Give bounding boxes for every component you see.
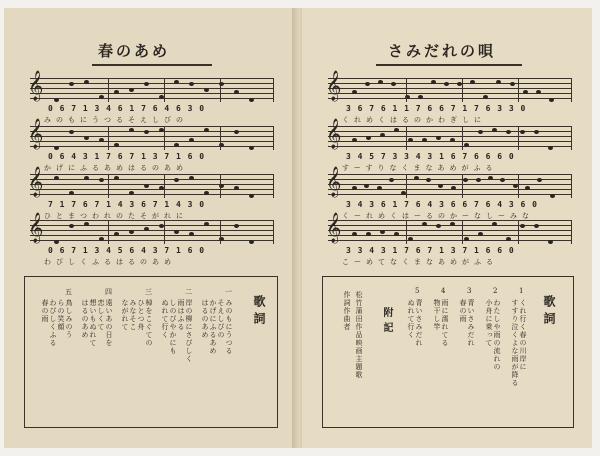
- left-page: [4, 8, 294, 448]
- right-note-line: 松竹蒲田作品映画主題歌: [355, 291, 363, 379]
- note-head: [204, 222, 209, 226]
- staff-line: [328, 240, 572, 241]
- verse-line: 物干し竿: [433, 299, 441, 331]
- barline: [273, 220, 274, 244]
- staff-lyrics: すーすりなくまなあめがふる: [342, 164, 498, 172]
- barline: [220, 78, 221, 102]
- staff-lyrics: くれめくはるのかわぎしに: [342, 116, 486, 124]
- note-head: [99, 178, 104, 182]
- staff-line: [30, 235, 274, 236]
- note-head: [436, 136, 441, 140]
- staff-line: [30, 141, 274, 142]
- staff-lyrics: かげにふるあめはるのあめ: [44, 164, 188, 172]
- barline: [164, 126, 165, 150]
- staff-lyrics: わびしくふるはるのあめ: [44, 258, 176, 266]
- note-head: [492, 222, 497, 226]
- note-head: [54, 240, 59, 244]
- treble-clef-icon: 𝄞: [326, 119, 342, 149]
- note-head: [510, 82, 515, 86]
- barline: [164, 174, 165, 198]
- verse-line: ぬれて行く: [161, 299, 169, 339]
- barline: [462, 220, 463, 244]
- barline: [108, 174, 109, 198]
- verse-line: しのびやかにも: [169, 299, 177, 355]
- note-head: [450, 222, 455, 226]
- right-page: [302, 8, 592, 448]
- note-head: [476, 178, 481, 182]
- note-head: [84, 176, 89, 180]
- verse-number: 3: [467, 287, 472, 295]
- note-head: [506, 130, 511, 134]
- staff-line: [328, 88, 572, 89]
- note-head: [174, 230, 179, 234]
- note-head: [84, 80, 89, 84]
- verse-number: 1: [519, 287, 524, 295]
- staff-line: [328, 136, 572, 137]
- staff-lyrics: こーめてなくまなあめがふる: [342, 258, 498, 266]
- note-head: [144, 227, 149, 231]
- note-head: [129, 88, 134, 92]
- note-head: [234, 130, 239, 134]
- barline: [164, 220, 165, 244]
- staff-line: [30, 146, 274, 147]
- note-head: [470, 80, 475, 84]
- note-head: [249, 194, 254, 198]
- note-head: [380, 133, 385, 137]
- note-head: [174, 80, 179, 84]
- note-head: [438, 184, 443, 188]
- numbered-notation: 3 4 3 6 1 7 6 4 3 6 6 7 6 4 3 6 0: [346, 200, 538, 209]
- barline: [164, 78, 165, 102]
- note-head: [488, 176, 493, 180]
- verse-line: ぬれて行く: [407, 299, 415, 339]
- note-head: [389, 178, 394, 182]
- numbered-notation: 3 3 4 3 1 7 6 7 1 3 7 1 6 6 0: [346, 246, 515, 255]
- note-head: [54, 98, 59, 102]
- note-head: [114, 176, 119, 180]
- note-head: [144, 82, 149, 86]
- verse-line: すすり泣くよな雨が降る: [511, 299, 519, 387]
- staff-line: [328, 230, 572, 231]
- verse-line: わたしや雨の流れの: [493, 299, 501, 371]
- note-head: [204, 88, 209, 92]
- note-head: [204, 128, 209, 132]
- verse-line: 春の雨: [459, 299, 467, 323]
- verse-line: みのもにうつる: [225, 299, 233, 355]
- music-staff: [326, 71, 572, 102]
- verse-line: 棹をこぐての: [145, 299, 153, 347]
- staff-line: [30, 88, 274, 89]
- left-lyrics-heading: 歌詞: [252, 295, 266, 329]
- staff-line: [30, 174, 274, 175]
- staff-line: [30, 240, 274, 241]
- verse-number: 4: [441, 287, 446, 295]
- barline: [571, 220, 572, 244]
- note-head: [129, 128, 134, 132]
- verse-number: 二: [185, 288, 192, 296]
- note-head: [520, 130, 525, 134]
- note-head: [189, 82, 194, 86]
- staff-line: [30, 98, 274, 99]
- barline: [571, 174, 572, 198]
- barline: [273, 78, 274, 102]
- numbered-notation: 0 6 7 1 3 4 5 6 4 3 7 1 6 0: [48, 246, 206, 255]
- verse-number: 5: [415, 287, 420, 295]
- barline: [273, 174, 274, 198]
- staff-line: [328, 146, 572, 147]
- barline: [571, 126, 572, 150]
- note-head: [249, 240, 254, 244]
- verse-line: 岸の柳にさびしく: [185, 299, 193, 363]
- staff-line: [328, 189, 572, 190]
- note-head: [391, 82, 396, 86]
- numbered-notation: 7 1 7 6 7 1 4 3 6 7 1 4 3 0: [48, 200, 206, 209]
- verse-line: ひとつ舟: [137, 299, 145, 331]
- verse-line: 小舟に乗って: [485, 299, 493, 347]
- note-head: [394, 128, 399, 132]
- verse-line: わびしくふる: [49, 299, 57, 347]
- barline: [406, 174, 407, 198]
- verse-line: 雨はふる: [177, 299, 185, 331]
- staff-line: [328, 98, 572, 99]
- staff-line: [30, 184, 274, 185]
- verse-number: 三: [145, 288, 152, 296]
- verse-line: 青いさみだれ: [415, 299, 423, 347]
- right-note-line: 作詞作曲者: [343, 291, 351, 331]
- barline: [571, 78, 572, 102]
- note-head: [189, 176, 194, 180]
- verse-line: 春の雨: [41, 299, 49, 323]
- note-head: [54, 146, 59, 150]
- barline: [518, 78, 519, 102]
- barline: [462, 126, 463, 150]
- verse-line: ながれて: [121, 299, 129, 331]
- staff-lyrics: くーれめくはーるのかーなしーみな: [342, 212, 534, 220]
- verse-line: 恋しくて: [97, 299, 105, 331]
- note-head: [523, 90, 528, 94]
- note-head: [426, 178, 431, 182]
- note-head: [249, 146, 254, 150]
- barline: [108, 220, 109, 244]
- right-lyrics-box: [322, 276, 574, 428]
- barline: [518, 174, 519, 198]
- note-head: [422, 222, 427, 226]
- treble-clef-icon: 𝄞: [326, 71, 342, 101]
- staff-line: [328, 174, 572, 175]
- verse-number: 2: [493, 287, 498, 295]
- note-head: [364, 184, 369, 188]
- verse-line: 雨に濡れてる: [441, 299, 449, 347]
- staff-line: [328, 93, 572, 94]
- staff-lyrics: みのもにうつるそえしびの: [44, 116, 188, 124]
- barline: [406, 126, 407, 150]
- staff-line: [30, 194, 274, 195]
- note-head: [69, 82, 74, 86]
- staff-line: [328, 179, 572, 180]
- staff-line: [30, 179, 274, 180]
- barline: [108, 126, 109, 150]
- note-head: [84, 136, 89, 140]
- music-staff: [28, 71, 274, 102]
- barline: [220, 126, 221, 150]
- note-head: [366, 136, 371, 140]
- note-head: [537, 178, 542, 182]
- right-note-heading: 附記: [381, 307, 392, 337]
- treble-clef-icon: 𝄞: [28, 213, 44, 243]
- staff-line: [30, 78, 274, 79]
- barline: [406, 78, 407, 102]
- barline: [108, 78, 109, 102]
- verse-line: かげにふるあめ: [209, 299, 217, 355]
- note-head: [463, 178, 468, 182]
- staff-line: [328, 126, 572, 127]
- staff-lyrics: ひとまつわれのたそがれに: [44, 212, 188, 220]
- note-head: [84, 222, 89, 226]
- note-head: [69, 224, 74, 228]
- barline: [462, 174, 463, 198]
- verse-line: はるのあめ: [81, 299, 89, 339]
- note-head: [144, 184, 149, 188]
- barline: [462, 78, 463, 102]
- staff-line: [328, 220, 572, 221]
- verse-line: 遠いあの日を: [105, 299, 113, 347]
- left-lyrics-box: [24, 276, 278, 428]
- verse-number: 四: [105, 288, 112, 296]
- left-song-title: 春のあめ: [98, 42, 171, 60]
- numbered-notation: 0 6 7 1 3 4 6 1 7 6 4 6 3 0: [48, 104, 206, 113]
- treble-clef-icon: 𝄞: [326, 167, 342, 197]
- note-head: [444, 82, 449, 86]
- verse-line: みなそこ: [129, 299, 137, 331]
- treble-clef-icon: 𝄞: [28, 71, 44, 101]
- staff-line: [30, 230, 274, 231]
- barline: [518, 126, 519, 150]
- note-head: [550, 194, 555, 198]
- note-head: [534, 130, 539, 134]
- staff-line: [30, 126, 274, 127]
- note-head: [380, 230, 385, 234]
- note-head: [534, 224, 539, 228]
- staff-line: [328, 78, 572, 79]
- staff-line: [328, 235, 572, 236]
- note-head: [431, 80, 436, 84]
- staff-line: [328, 194, 572, 195]
- verse-line: くれ行く春の川岸に: [519, 299, 527, 371]
- numbered-notation: 0 6 4 3 1 7 6 7 1 3 7 1 6 0: [48, 152, 206, 161]
- note-head: [478, 130, 483, 134]
- treble-clef-icon: 𝄞: [28, 167, 44, 197]
- staff-line: [30, 136, 274, 137]
- note-head: [536, 90, 541, 94]
- note-head: [549, 98, 554, 102]
- note-head: [174, 178, 179, 182]
- note-head: [513, 184, 518, 188]
- note-head: [548, 146, 553, 150]
- note-head: [365, 82, 370, 86]
- right-song-title: さみだれの唄: [388, 42, 497, 60]
- barline: [220, 220, 221, 244]
- note-head: [436, 224, 441, 228]
- verse-number: 五: [65, 288, 72, 296]
- barline: [406, 220, 407, 244]
- note-head: [249, 98, 254, 102]
- barline: [273, 126, 274, 150]
- left-title-underline: [92, 64, 212, 66]
- note-head: [234, 224, 239, 228]
- note-head: [378, 80, 383, 84]
- note-head: [144, 130, 149, 134]
- note-head: [377, 186, 382, 190]
- barline: [518, 220, 519, 244]
- verse-line: らの笑顔: [57, 299, 65, 331]
- verse-number: 一: [225, 288, 232, 296]
- note-head: [548, 240, 553, 244]
- note-head: [54, 176, 59, 180]
- note-head: [414, 176, 419, 180]
- treble-clef-icon: 𝄞: [28, 119, 44, 149]
- right-title-underline: [376, 64, 522, 66]
- numbered-notation: 3 6 7 6 1 1 7 6 6 7 1 7 6 3 3 0: [346, 104, 527, 113]
- barline: [220, 174, 221, 198]
- verse-line: 想いもぬれて: [89, 299, 97, 347]
- verse-line: そえしびの: [217, 299, 225, 339]
- staff-line: [30, 83, 274, 84]
- right-lyrics-heading: 歌詞: [542, 295, 556, 329]
- staff-line: [30, 220, 274, 221]
- verse-line: 鳥しみのう: [65, 299, 73, 339]
- note-head: [129, 230, 134, 234]
- note-head: [520, 224, 525, 228]
- note-head: [492, 128, 497, 132]
- verse-line: はるのあめ: [201, 299, 209, 339]
- verse-line: 青いさみだれ: [467, 299, 475, 347]
- numbered-notation: 3 4 5 7 3 3 4 3 1 6 7 6 6 6 0: [346, 152, 515, 161]
- note-head: [500, 178, 505, 182]
- note-head: [69, 130, 74, 134]
- treble-clef-icon: 𝄞: [326, 213, 342, 243]
